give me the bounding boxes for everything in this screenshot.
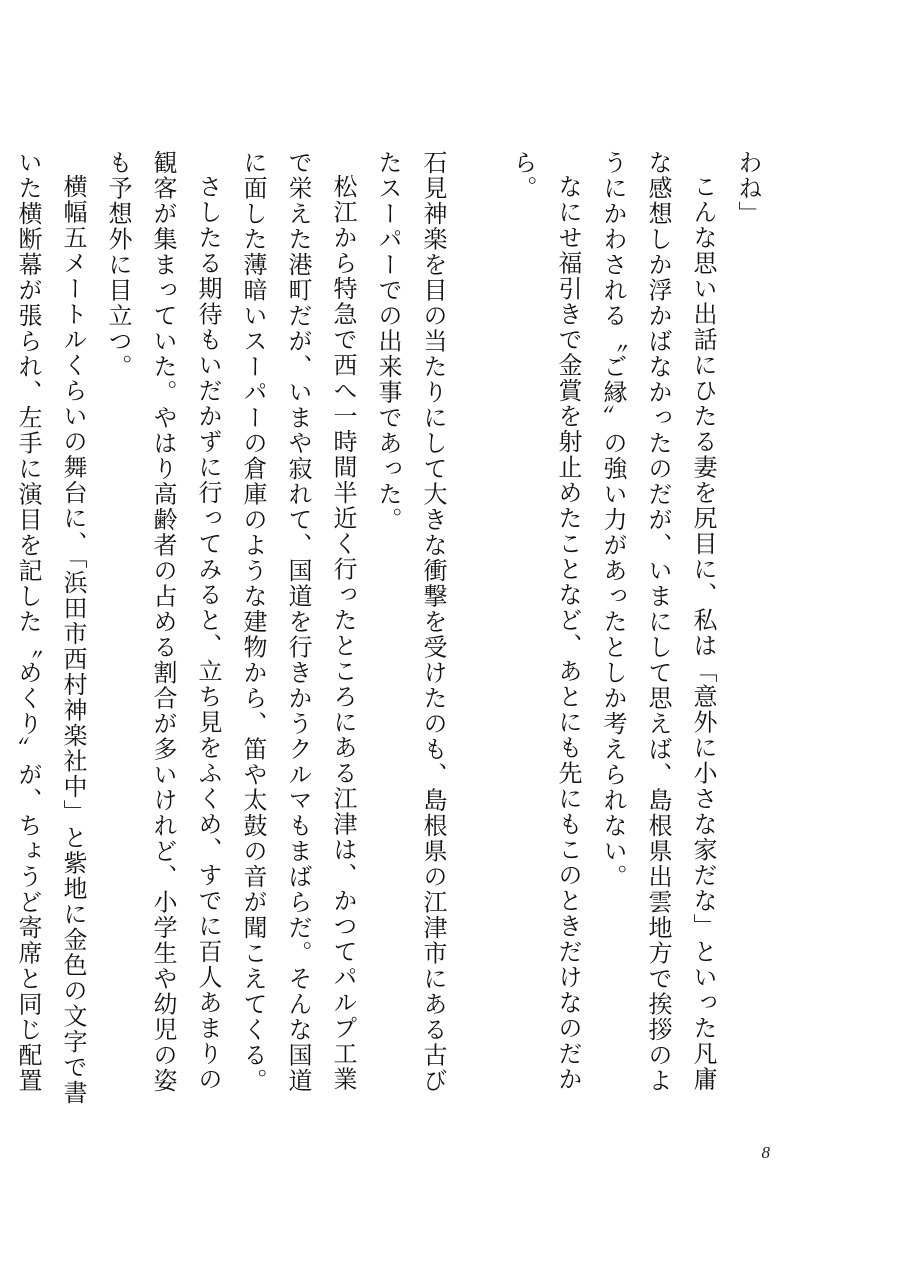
page-number: 8 [761, 1143, 770, 1162]
paragraph: なにせ福引きで金賞を射止めたことなど、あとにも先にもこのときだけなのだから。 [509, 150, 582, 1092]
paragraph: 石見神楽を目の当たりにして大きな衝撃を受けたのも、島根県の江津市にある古びたスーパーでの出来事であった。 [374, 150, 447, 1094]
paragraph: 松江から特急で西へ一時間半近く行ったところにある江津は、かつてパルプ工業で栄えた港町だが、いまや寂れて、国道を行きかうクルマもまばらだ。そんな国道に面した薄暗いスーパーの倉庫のような建物から、笛や太鼓の音が聞こえてくる。 [239, 150, 357, 1094]
paragraph: 横幅五メートルくらいの舞台に、「浜田市西村神楽社中」と紫地に金色の文字で書いた横断幕が張られ、左手に演目を記した〝めくり〟が、ちょうど寄席と同じ配置 [14, 150, 87, 1106]
section-break [455, 150, 500, 1110]
paragraph: こんな思い出話にひたる妻を尻目に、私は「意外に小さな家だな」といった凡庸な感想しか浮かばなかったのだが、いまにして思えば、島根県出雲地方で挨拶のようにかわされる〝ご縁〟の強い力があったとしか考えられない。 [599, 150, 717, 1094]
vertical-body-text [14, 150, 770, 1110]
paragraph: さしたる期待もいだかずに行ってみると、立ち見をふくめ、すでに百人あまりの観客が集まっていた。やはり高齢者の占める割合が多いけれど、小学生や幼児の姿も予想外に目立つ。 [104, 150, 222, 1094]
paragraph: わね」 [734, 150, 762, 227]
